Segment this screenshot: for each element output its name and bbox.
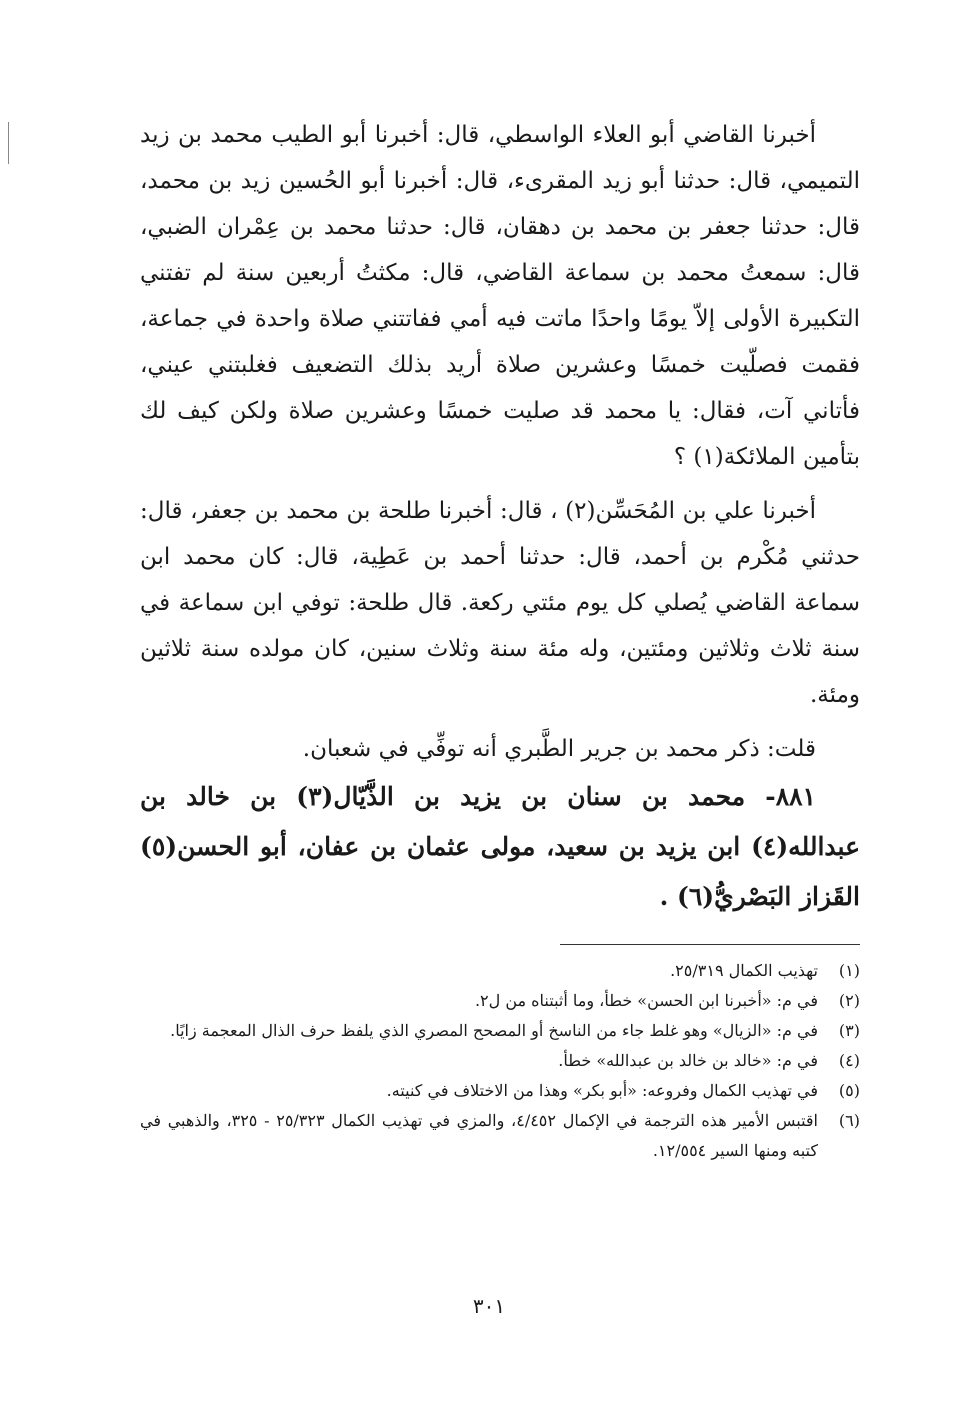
footnote-number: (٤) xyxy=(838,1051,860,1070)
footnote xyxy=(140,1106,860,1166)
footnote-text: في م: «الزيال» وهو غلط جاء من الناسخ أو المصحح المصري الذي يلفظ حرف الذال المعجمة زايًا. xyxy=(170,1021,818,1040)
scan-margin-mark xyxy=(8,122,9,164)
footnote xyxy=(140,1076,860,1106)
footnote-text: اقتبس الأمير هذه الترجمة في الإكمال ٤/٤٥٢، والمزي في تهذيب الكمال ٢٥/٣٢٣ - ٣٢٥، والذهبي في كتبه ومنها السير ١٢/٥٥٤. xyxy=(140,1111,819,1160)
footnote xyxy=(140,956,860,986)
footnote-text: تهذيب الكمال ٢٥/٣١٩. xyxy=(670,961,818,980)
footnote-text: في م: «أخبرنا ابن الحسن» خطأ، وما أثبتناه من ل٢. xyxy=(474,991,818,1010)
paragraph-3: قلت: ذكر محمد بن جرير الطَّبري أنه توفِّي في شعبان. xyxy=(302,736,816,762)
footnote xyxy=(140,1046,860,1076)
footnote xyxy=(140,986,860,1016)
footnote xyxy=(140,1016,860,1046)
footnote-text: في م: «خالد بن خالد بن عبدالله» خطأ. xyxy=(558,1051,818,1070)
footnote-number: (٣) xyxy=(838,1021,860,1040)
footnote-number: (١) xyxy=(838,961,860,980)
footnote-text: في تهذيب الكمال وفروعه: «أبو بكر» وهذا من الاختلاف في كنيته. xyxy=(386,1081,818,1100)
biography-entry-heading: ٨٨١- محمد بن سنان بن يزيد بن الذَّيّال(٣) بن خالد بن عبدالله(٤) ابن يزيد بن سعيد، مولى عثمان بن عفان، أبو الحسن(٥) القَزاز البَصْريُّ(٦) . xyxy=(140,782,860,911)
page-number: ٣٠١ xyxy=(472,1294,506,1318)
footnote-separator xyxy=(560,944,860,945)
paragraph-1: أخبرنا القاضي أبو العلاء الواسطي، قال: أخبرنا أبو الطيب محمد بن زيد التميمي، قال: حدثنا أبو زيد المقرىء، قال: أخبرنا أبو الحُسين زيد بن محمد، قال: حدثنا جعفر بن محمد بن دهقان، قال: حدثنا محمد بن عِمْران الضبي، قال: سمعتُ محمد بن سماعة القاضي، قال: مكثتُ أربعين سنة لم تفتني التكبيرة الأولى إلاّ يومًا واحدًا ماتت فيه أمي ففاتتني صلاة واحدة في جماعة، فقمت فصلّيت خمسًا وعشرين صلاة أريد بذلك التضعيف فغلبتني عيني، فأتاني آت، فقال: يا محمد قد صليت خمسًا وعشرين صلاة ولكن كيف لك بتأمين الملائكة(١) ؟ xyxy=(140,122,860,470)
paragraph-2: أخبرنا علي بن المُحَسِّن(٢) ، قال: أخبرنا طلحة بن محمد بن جعفر، قال: حدثني مُكْرم بن أحمد، قال: حدثنا أحمد بن عَطِية، قال: كان محمد ابن سماعة القاضي يُصلي كل يوم مئتي ركعة. قال طلحة: توفي ابن سماعة في سنة ثلاث وثلاثين ومئتين، وله مئة سنة وثلاث سنين، كان مولده سنة ثلاثين ومئة. xyxy=(140,498,860,708)
main-text xyxy=(140,112,860,922)
footnote-number: (٢) xyxy=(838,991,860,1010)
footnote-number: (٥) xyxy=(838,1081,860,1100)
footnotes xyxy=(140,956,860,1166)
footnote-number: (٦) xyxy=(838,1111,860,1130)
